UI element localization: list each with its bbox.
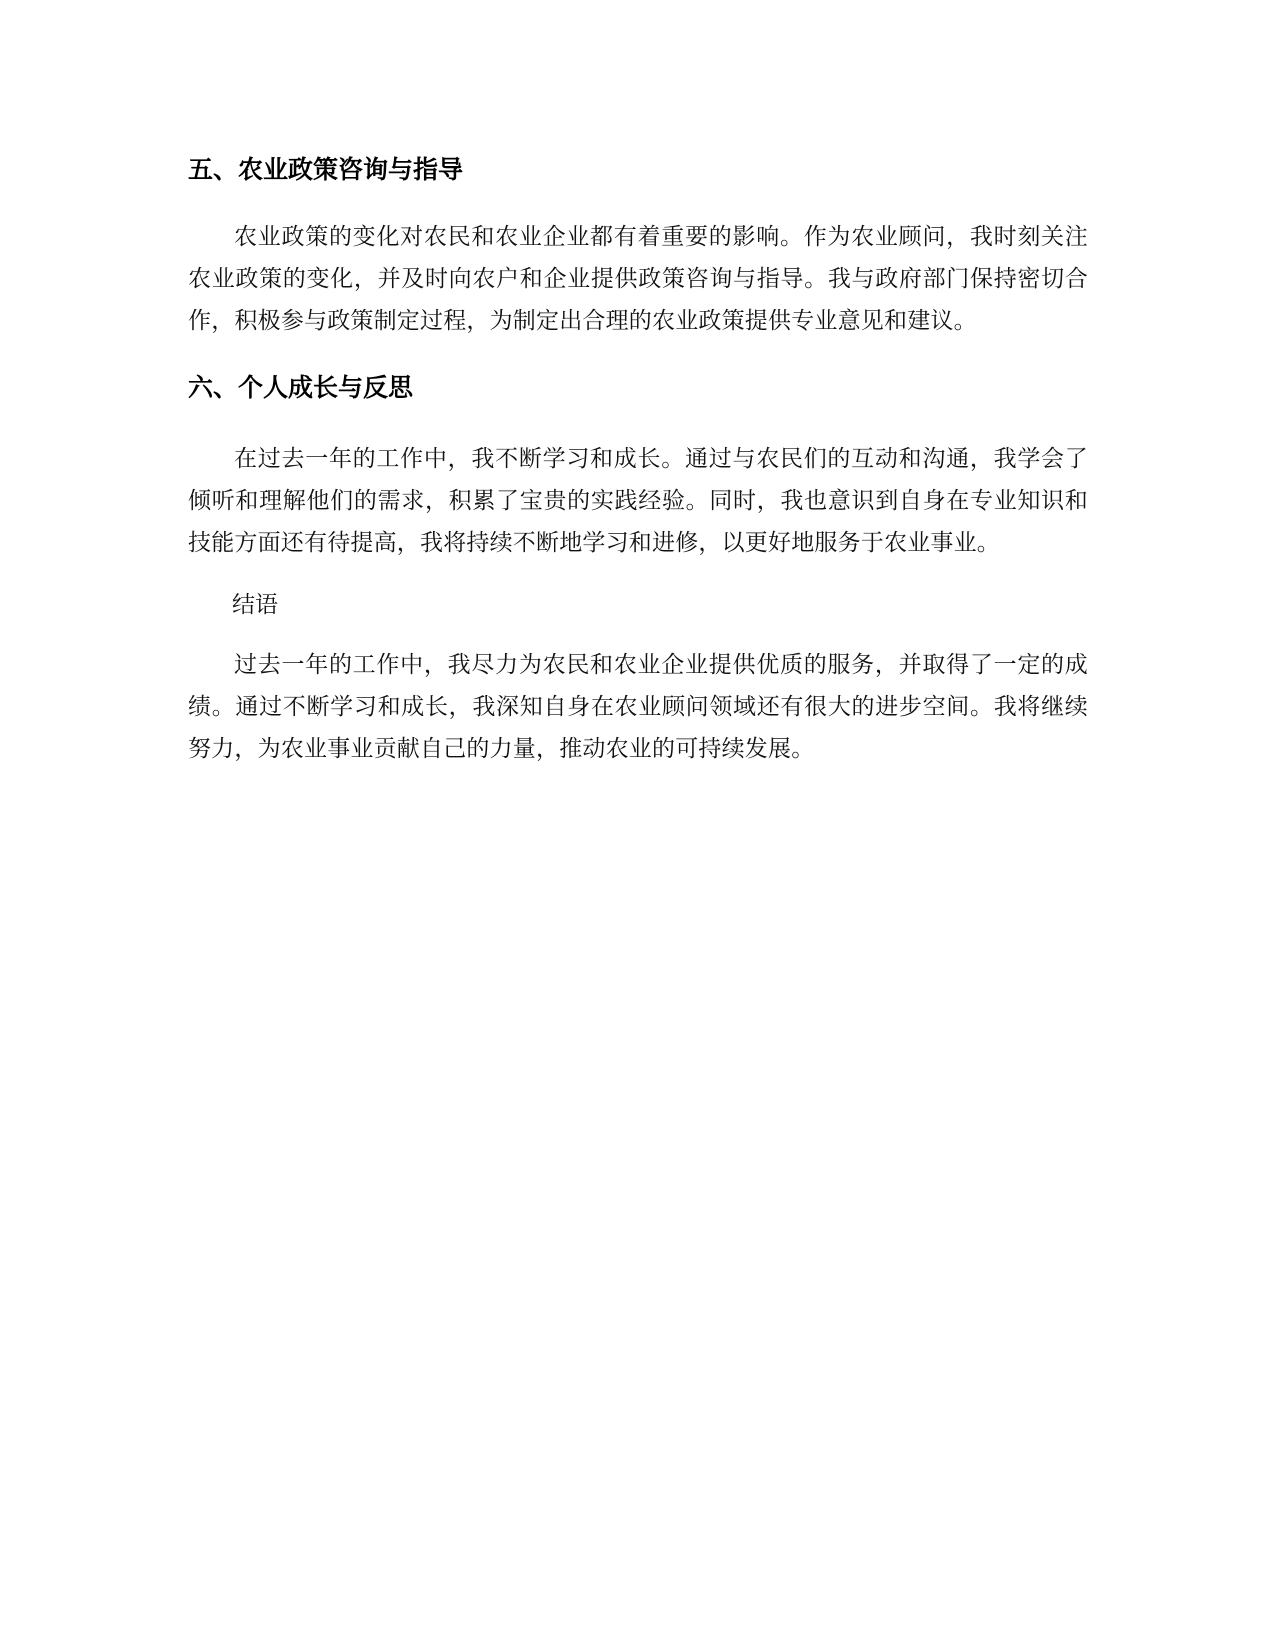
section-heading-personal-growth: 六、个人成长与反思 [188,373,414,402]
section-paragraph-policy-consulting: 农业政策的变化对农民和农业企业都有着重要的影响。作为农业顾问，我时刻关注农业政策的变化，并及时向农户和企业提供政策咨询与指导。我与政府部门保持密切合作，积极参与政策制定过程，为制定出合理的农业政策提供专业意见和建议。 [188,224,1088,334]
conclusion-paragraph: 过去一年的工作中，我尽力为农民和农业企业提供优质的服务，并取得了一定的成绩。通过不断学习和成长，我深知自身在农业顾问领域还有很大的进步空间。我将继续努力，为农业事业贡献自己的力量，推动农业的可持续发展。 [188,652,1088,762]
section-paragraph-personal-growth: 在过去一年的工作中，我不断学习和成长。通过与农民们的互动和沟通，我学会了倾听和理解他们的需求，积累了宝贵的实践经验。同时，我也意识到自身在专业知识和技能方面还有待提高，我将持续不断地学习和进修，以更好地服务于农业事业。 [188,446,1088,556]
section-heading-policy-consulting: 五、农业政策咨询与指导 [188,155,464,184]
conclusion-heading: 结语 [232,592,278,618]
document-content [188,140,1088,770]
